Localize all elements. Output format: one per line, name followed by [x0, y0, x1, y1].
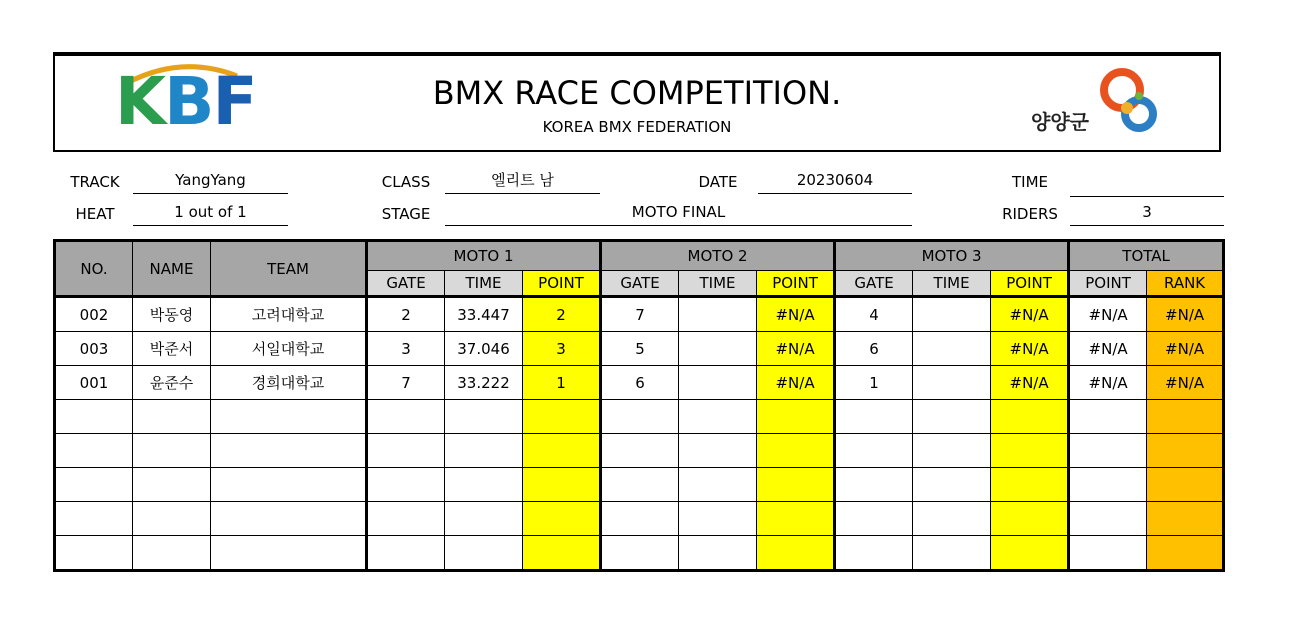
- total-point-cell: [1069, 434, 1147, 468]
- moto2-gate-cell: [601, 502, 679, 536]
- rider-name-cell: [133, 434, 211, 468]
- moto3-gate-cell: [835, 434, 913, 468]
- col-moto3-gate: GATE: [835, 271, 913, 297]
- moto1-gate-cell: [367, 502, 445, 536]
- moto3-point-cell: [991, 434, 1069, 468]
- col-total-rank: RANK: [1147, 271, 1224, 297]
- col-no: NO.: [55, 241, 133, 297]
- moto1-gate-cell: 2: [367, 297, 445, 332]
- moto1-time-cell: [445, 468, 523, 502]
- stage-value: MOTO FINAL: [445, 201, 912, 226]
- moto1-gate-cell: [367, 536, 445, 571]
- riders-label: RIDERS: [1002, 205, 1058, 223]
- class-value: 엘리트 남: [445, 169, 600, 194]
- moto2-point-cell: #N/A: [757, 297, 835, 332]
- total-point-cell: [1069, 502, 1147, 536]
- moto2-point-cell: [757, 434, 835, 468]
- moto1-point-cell: 2: [523, 297, 601, 332]
- rider-no-cell: [55, 536, 133, 571]
- page-subtitle: KOREA BMX FEDERATION: [542, 118, 732, 136]
- moto2-time-cell: [679, 502, 757, 536]
- moto3-gate-cell: [835, 502, 913, 536]
- col-moto1-gate: GATE: [367, 271, 445, 297]
- moto2-time-cell: [679, 332, 757, 366]
- moto1-point-cell: 1: [523, 366, 601, 400]
- total-point-cell: #N/A: [1069, 297, 1147, 332]
- moto2-point-cell: #N/A: [757, 332, 835, 366]
- total-point-cell: [1069, 400, 1147, 434]
- moto2-gate-cell: 6: [601, 366, 679, 400]
- moto1-gate-cell: [367, 434, 445, 468]
- total-rank-cell: #N/A: [1147, 366, 1224, 400]
- col-team: TEAM: [211, 241, 367, 297]
- moto2-point-cell: [757, 468, 835, 502]
- stage-label: STAGE: [381, 205, 431, 223]
- table-row: [55, 332, 1224, 366]
- moto1-time-cell: 33.447: [445, 297, 523, 332]
- moto3-gate-cell: 1: [835, 366, 913, 400]
- moto3-gate-cell: 4: [835, 297, 913, 332]
- moto1-point-cell: [523, 400, 601, 434]
- moto1-gate-cell: 7: [367, 366, 445, 400]
- moto2-gate-cell: [601, 468, 679, 502]
- date-label: DATE: [698, 173, 738, 191]
- moto1-point-cell: [523, 502, 601, 536]
- moto3-time-cell: [913, 332, 991, 366]
- page-title: BMX RACE COMPETITION.: [432, 74, 842, 112]
- col-moto2-point: POINT: [757, 271, 835, 297]
- moto2-point-cell: [757, 400, 835, 434]
- moto1-gate-cell: 3: [367, 332, 445, 366]
- moto2-time-cell: [679, 434, 757, 468]
- moto2-time-cell: [679, 468, 757, 502]
- moto3-gate-cell: 6: [835, 332, 913, 366]
- moto1-time-cell: [445, 536, 523, 571]
- col-moto2: MOTO 2: [601, 241, 835, 271]
- table-row: [55, 366, 1224, 400]
- rider-no-cell: [55, 434, 133, 468]
- moto1-point-cell: [523, 536, 601, 571]
- report-header: [53, 52, 1221, 152]
- table-row: [55, 297, 1224, 332]
- col-moto3-time: TIME: [913, 271, 991, 297]
- moto2-time-cell: [679, 536, 757, 571]
- table-row: [55, 502, 1224, 536]
- moto2-point-cell: [757, 502, 835, 536]
- col-moto2-time: TIME: [679, 271, 757, 297]
- moto3-time-cell: [913, 536, 991, 571]
- yangyang-logo: [1031, 68, 1171, 138]
- riders-value: 3: [1070, 201, 1224, 226]
- moto3-time-cell: [913, 297, 991, 332]
- track-value: YangYang: [133, 169, 288, 194]
- time-value: [1070, 172, 1224, 197]
- moto3-time-cell: [913, 366, 991, 400]
- total-rank-cell: [1147, 434, 1224, 468]
- total-rank-cell: [1147, 502, 1224, 536]
- total-point-cell: [1069, 536, 1147, 571]
- moto2-gate-cell: [601, 536, 679, 571]
- moto3-point-cell: #N/A: [991, 366, 1069, 400]
- col-moto1-point: POINT: [523, 271, 601, 297]
- moto3-gate-cell: [835, 536, 913, 571]
- moto1-time-cell: [445, 400, 523, 434]
- col-moto2-gate: GATE: [601, 271, 679, 297]
- moto3-gate-cell: [835, 400, 913, 434]
- moto2-point-cell: #N/A: [757, 366, 835, 400]
- rider-name-cell: [133, 400, 211, 434]
- moto2-time-cell: [679, 297, 757, 332]
- class-label: CLASS: [381, 173, 431, 191]
- table-row: [55, 468, 1224, 502]
- moto3-point-cell: [991, 468, 1069, 502]
- rider-name-cell: [133, 536, 211, 571]
- rider-no-cell: 001: [55, 366, 133, 400]
- col-moto1-time: TIME: [445, 271, 523, 297]
- heat-value: 1 out of 1: [133, 201, 288, 226]
- rider-team-cell: [211, 400, 367, 434]
- moto2-gate-cell: 7: [601, 297, 679, 332]
- rider-team-cell: [211, 536, 367, 571]
- moto3-time-cell: [913, 434, 991, 468]
- moto1-gate-cell: [367, 468, 445, 502]
- yangyang-emblem-icon: [1097, 68, 1159, 136]
- moto2-gate-cell: [601, 400, 679, 434]
- total-rank-cell: #N/A: [1147, 332, 1224, 366]
- rider-no-cell: 002: [55, 297, 133, 332]
- moto1-point-cell: [523, 468, 601, 502]
- kbf-logo: KBF: [115, 63, 256, 140]
- moto3-time-cell: [913, 400, 991, 434]
- track-label: TRACK: [70, 173, 120, 191]
- rider-no-cell: [55, 502, 133, 536]
- time-label: TIME: [1011, 173, 1048, 191]
- total-rank-cell: [1147, 536, 1224, 571]
- table-row: [55, 536, 1224, 571]
- moto1-time-cell: [445, 502, 523, 536]
- total-point-cell: [1069, 468, 1147, 502]
- moto3-point-cell: [991, 400, 1069, 434]
- moto2-time-cell: [679, 366, 757, 400]
- moto3-time-cell: [913, 502, 991, 536]
- moto1-time-cell: 37.046: [445, 332, 523, 366]
- moto2-gate-cell: 5: [601, 332, 679, 366]
- moto2-gate-cell: [601, 434, 679, 468]
- rider-no-cell: [55, 468, 133, 502]
- col-moto3: MOTO 3: [835, 241, 1069, 271]
- rider-team-cell: [211, 434, 367, 468]
- total-point-cell: #N/A: [1069, 332, 1147, 366]
- moto3-point-cell: [991, 502, 1069, 536]
- rider-name-cell: 윤준수: [133, 366, 211, 400]
- col-name: NAME: [133, 241, 211, 297]
- rider-no-cell: 003: [55, 332, 133, 366]
- moto3-point-cell: #N/A: [991, 332, 1069, 366]
- col-total: TOTAL: [1069, 241, 1224, 271]
- table-row: [55, 400, 1224, 434]
- table-row: [55, 434, 1224, 468]
- rider-name-cell: [133, 502, 211, 536]
- moto3-point-cell: [991, 536, 1069, 571]
- rider-name-cell: 박준서: [133, 332, 211, 366]
- moto1-point-cell: [523, 434, 601, 468]
- rider-team-cell: [211, 468, 367, 502]
- rider-no-cell: [55, 400, 133, 434]
- rider-team-cell: [211, 502, 367, 536]
- rider-team-cell: 경희대학교: [211, 366, 367, 400]
- moto1-point-cell: 3: [523, 332, 601, 366]
- header-row-1: [55, 241, 1224, 271]
- moto1-time-cell: 33.222: [445, 366, 523, 400]
- rider-team-cell: 고려대학교: [211, 297, 367, 332]
- total-point-cell: #N/A: [1069, 366, 1147, 400]
- total-rank-cell: #N/A: [1147, 297, 1224, 332]
- col-total-point: POINT: [1069, 271, 1147, 297]
- rider-name-cell: [133, 468, 211, 502]
- moto3-time-cell: [913, 468, 991, 502]
- total-rank-cell: [1147, 468, 1224, 502]
- heat-label: HEAT: [75, 205, 115, 223]
- results-table: [53, 239, 1225, 572]
- moto2-point-cell: [757, 536, 835, 571]
- moto3-gate-cell: [835, 468, 913, 502]
- moto3-point-cell: #N/A: [991, 297, 1069, 332]
- yangyang-logo-text: 양양군: [1031, 110, 1089, 134]
- rider-name-cell: 박동영: [133, 297, 211, 332]
- moto1-time-cell: [445, 434, 523, 468]
- moto1-gate-cell: [367, 400, 445, 434]
- rider-team-cell: 서일대학교: [211, 332, 367, 366]
- col-moto1: MOTO 1: [367, 241, 601, 271]
- total-rank-cell: [1147, 400, 1224, 434]
- moto2-time-cell: [679, 400, 757, 434]
- col-moto3-point: POINT: [991, 271, 1069, 297]
- date-value: 20230604: [758, 169, 912, 194]
